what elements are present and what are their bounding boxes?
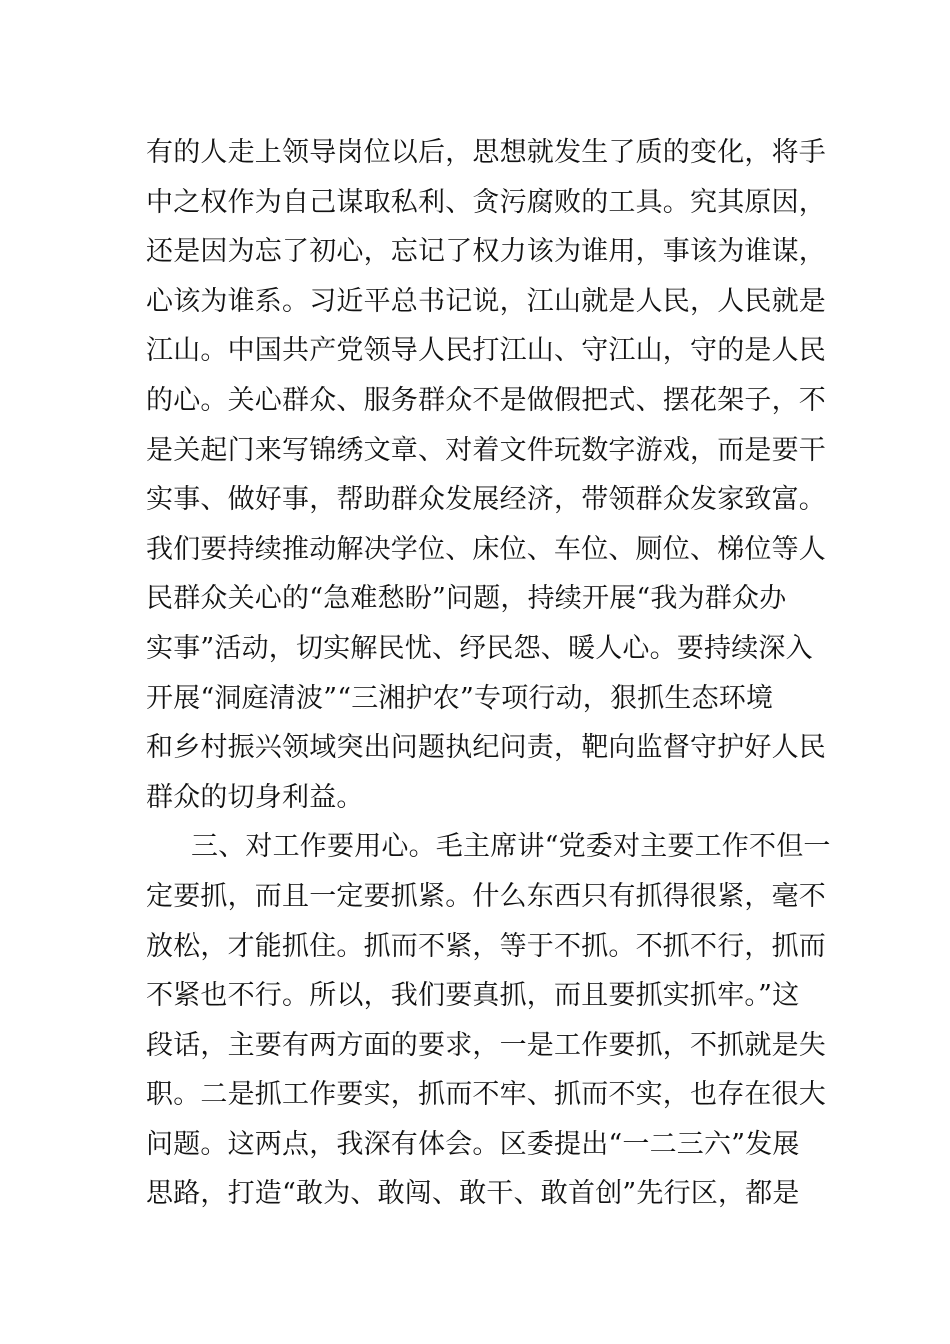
body-text	[146, 128, 831, 1219]
text-line: 我们要持续推动解决学位、床位、车位、厕位、梯位等人	[146, 533, 826, 565]
text-line: 定要抓，而且一定要抓紧。什么东西只有抓得很紧，毫不	[146, 880, 826, 912]
text-line: 和乡村振兴领域突出问题执纪问责，靶向监督守护好人民	[146, 732, 826, 764]
text-line: 段话，主要有两方面的要求，一是工作要抓，不抓就是失	[146, 1029, 826, 1061]
text-line: 问题。这两点，我深有体会。区委提出“一二三六”发展	[146, 1128, 800, 1160]
text-line: 思路，打造“敢为、敢闯、敢干、敢首创”先行区，都是	[146, 1178, 800, 1210]
text-line: 实事、做好事，帮助群众发展经济，带领群众发家致富。	[146, 484, 826, 516]
text-line: 群众的切身利益。	[146, 781, 364, 813]
text-line: 民群众关心的“急难愁盼”问题，持续开展“我为群众办	[146, 583, 787, 615]
text-line: 不紧也不行。所以，我们要真抓，而且要抓实抓牢。”这	[146, 980, 800, 1012]
text-line: 放松，才能抓住。抓而不紧，等于不抓。不抓不行，抓而	[146, 930, 826, 962]
text-line: 有的人走上领导岗位以后，思想就发生了质的变化，将手	[146, 137, 826, 168]
text-line: 是关起门来写锦绣文章、对着文件玩数字游戏，而是要干	[146, 434, 826, 466]
text-line: 心该为谁系。习近平总书记说，江山就是人民，人民就是	[146, 285, 826, 317]
text-line: 还是因为忘了初心，忘记了权力该为谁用，事该为谁谋，	[146, 236, 826, 268]
paragraph-start-line: 三、对工作要用心。毛主席讲“党委对主要工作不但一	[191, 831, 831, 863]
text-line: 实事”活动，切实解民忧、纾民怨、暖人心。要持续深入	[146, 632, 813, 664]
text-line: 的心。关心群众、服务群众不是做假把式、摆花架子，不	[146, 384, 826, 416]
text-line: 开展“洞庭清波”“三湘护农”专项行动，狠抓生态环境	[146, 682, 774, 714]
text-line: 中之权作为自己谋取私利、贪污腐败的工具。究其原因，	[146, 186, 826, 218]
text-line: 职。二是抓工作要实，抓而不牢、抓而不实，也存在很大	[146, 1079, 826, 1111]
text-line: 江山。中国共产党领导人民打江山、守江山，守的是人民	[146, 335, 826, 367]
